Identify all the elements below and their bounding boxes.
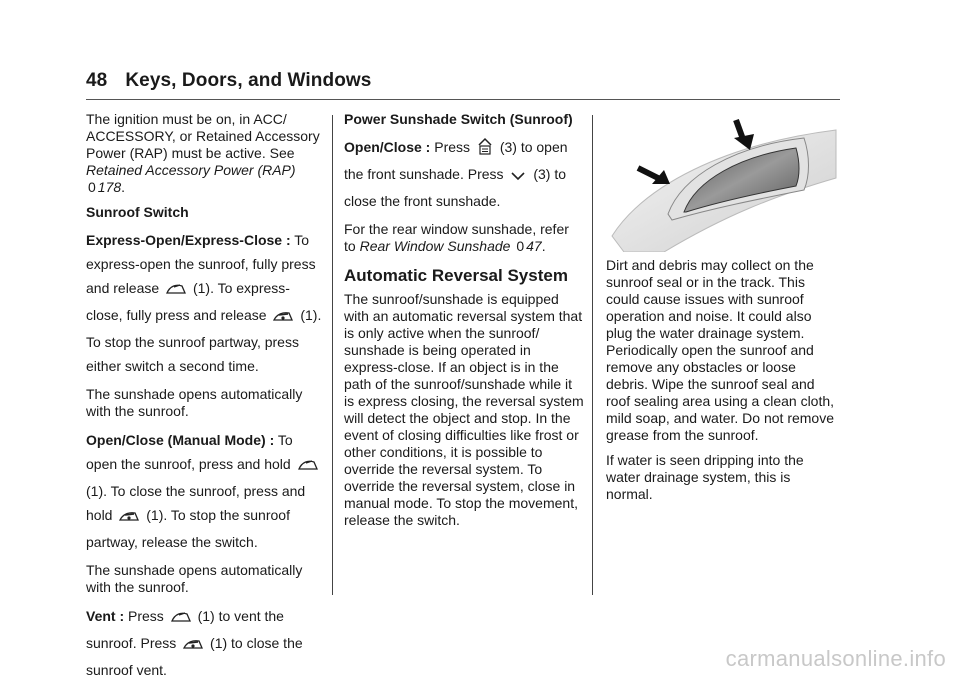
- auto-reversal-heading: Automatic Reversal System: [344, 266, 568, 285]
- sunshade-note-2: The sunshade opens automatically with the sunroof.: [86, 562, 303, 595]
- dirt-debris-paragraph: Dirt and debris may collect on the sunroof seal or in the track. This could cause issues with sunroof operation and noise. It could also plug the water drainage system. Periodically open the sunroof and remove any obstacles or loose debris. Wipe the sunroof seal and roof sealing area using a clean cloth, mild soap, and water. Do not remove grease from the sunroof.: [606, 257, 835, 443]
- rap-page[interactable]: 178: [97, 179, 122, 195]
- watermark: carmanualsonline.info: [725, 646, 946, 671]
- column-2: [344, 111, 584, 537]
- sunshade-close-icon: [510, 165, 526, 189]
- section-title: Keys, Doors, and Windows: [125, 70, 372, 91]
- rap-link[interactable]: Retained Accessory Power (RAP): [86, 162, 296, 178]
- rear-window-sunshade-link[interactable]: Rear Window Sunshade: [359, 238, 511, 254]
- manual-paragraph: Open/Close (Manual Mode) : To open the sunroof, press and hold (1). To close the sunroof, press and hold (1). To stop the sunroof partway, release the switch.: [86, 428, 322, 554]
- page-number: 48: [86, 70, 108, 91]
- sunroof-open-icon: [166, 279, 186, 303]
- column-divider-2: [592, 115, 593, 595]
- sunroof-close-icon: [119, 506, 139, 530]
- column-3: [606, 257, 840, 511]
- sunshade-open-icon: [477, 137, 493, 162]
- column-1: [86, 111, 322, 690]
- column-divider-1: [332, 115, 333, 595]
- sunroof-illustration: [604, 116, 840, 252]
- header-rule: [86, 99, 840, 100]
- express-paragraph: Express-Open/Express-Close : To express-open the sunroof, fully press and release (1). To express-close, fully press and release (1). To stop the sunroof partway, press either switch a second time.: [86, 232, 322, 374]
- sunroof-close-icon: [273, 306, 293, 330]
- power-sunshade-heading: Power Sunshade Switch (Sunroof): [344, 111, 573, 127]
- sunroof-open-icon: [171, 607, 191, 631]
- auto-reversal-paragraph: The sunroof/sunshade is equipped with an automatic reversal system that is only active when the sunroof/ sunshade is being operated in express-close. If an object is in the path of the sunroof/sunshade while it is express closing, the reversal system will detect the object and stop. In the event of closing difficulties like frost or other conditions, it is possible to override the reversal system. To override the reversal system, close in manual mode. To stop the movement, release the switch.: [344, 291, 584, 528]
- sunroof-close-icon: [183, 634, 203, 658]
- rear-window-sunshade-page[interactable]: 47: [526, 238, 542, 254]
- vent-paragraph: Vent : Press (1) to vent the sunroof. Press (1) to close the sunroof vent.: [86, 608, 303, 678]
- sunroof-switch-heading: Sunroof Switch: [86, 204, 189, 220]
- sunshade-note-1: The sunshade opens automatically with the sunroof.: [86, 386, 303, 419]
- sunshade-open-close-paragraph: Open/Close : Press (3) to open the front sunshade. Press (3) to close the front sunshade.: [344, 139, 568, 209]
- ignition-paragraph: The ignition must be on, in ACC/ ACCESSORY, or Retained Accessory Power (RAP) must be active. See Retained Accessory Power (RAP) 0 178.: [86, 111, 320, 195]
- page-header: [86, 70, 840, 92]
- sunroof-open-icon: [298, 455, 318, 479]
- rear-sunshade-paragraph: For the rear window sunshade, refer to Rear Window Sunshade 0 47.: [344, 221, 569, 254]
- water-drainage-paragraph: If water is seen dripping into the water drainage system, this is normal.: [606, 452, 804, 502]
